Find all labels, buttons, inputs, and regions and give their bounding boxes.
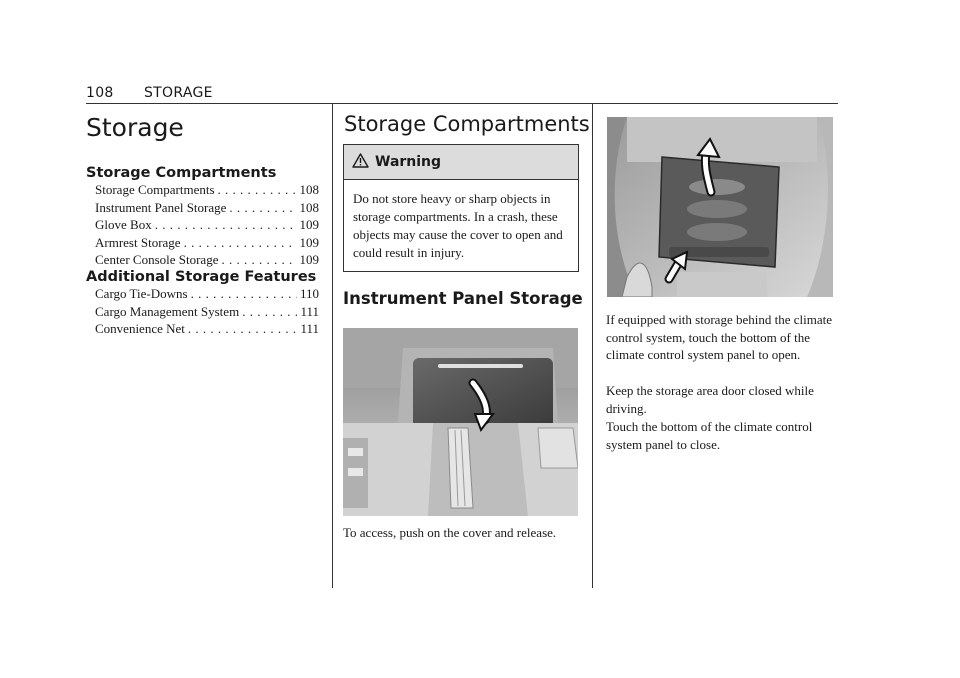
column-divider <box>592 104 593 588</box>
toc-heading: Storage Compartments <box>86 165 277 181</box>
toc-entry[interactable]: Armrest Storage . . . 109 <box>95 234 319 252</box>
toc-entry[interactable]: Center Console Storage . . . 109 <box>95 251 319 269</box>
toc-list <box>95 285 319 338</box>
body-paragraph: If equipped with storage behind the climate control system, touch the bottom of the climate control system panel to open. <box>606 312 832 362</box>
toc-heading: Additional Storage Features <box>86 269 317 285</box>
chapter-title: Storage <box>86 113 184 142</box>
warning-header <box>344 145 578 180</box>
toc-list <box>95 181 319 269</box>
toc-entry[interactable]: Glove Box . . . 109 <box>95 216 319 234</box>
photo-caption: To access, push on the cover and release. <box>343 525 557 540</box>
column-divider <box>332 104 333 588</box>
section-title: Storage Compartments <box>344 112 590 136</box>
section-name: STORAGE <box>144 85 213 101</box>
subsection-title: Instrument Panel Storage <box>343 289 583 308</box>
toc-entry[interactable]: Cargo Management System . . . 111 <box>95 303 319 321</box>
toc-entry[interactable]: Instrument Panel Storage . . . 108 <box>95 199 319 217</box>
page-header <box>86 83 838 104</box>
warning-text: Do not store heavy or sharp objects in storage compartments. In a crash, these objects may cause the cover to open and could result in injury. <box>353 191 563 260</box>
toc-entry[interactable]: Storage Compartments . . . 108 <box>95 181 319 199</box>
page-number: 108 <box>86 85 114 101</box>
warning-triangle-icon <box>352 153 375 172</box>
toc-entry[interactable]: Cargo Tie-Downs . . . 110 <box>95 285 319 303</box>
body-paragraph: Touch the bottom of the climate control system panel to close. <box>606 419 813 452</box>
warning-title: Warning <box>375 154 442 170</box>
instrument-panel-storage-photo <box>343 328 578 516</box>
warning-box <box>343 144 579 272</box>
climate-control-storage-photo <box>607 117 833 297</box>
toc-entry[interactable]: Convenience Net . . . 111 <box>95 320 319 338</box>
body-paragraph: Keep the storage area door closed while driving. <box>606 383 814 416</box>
